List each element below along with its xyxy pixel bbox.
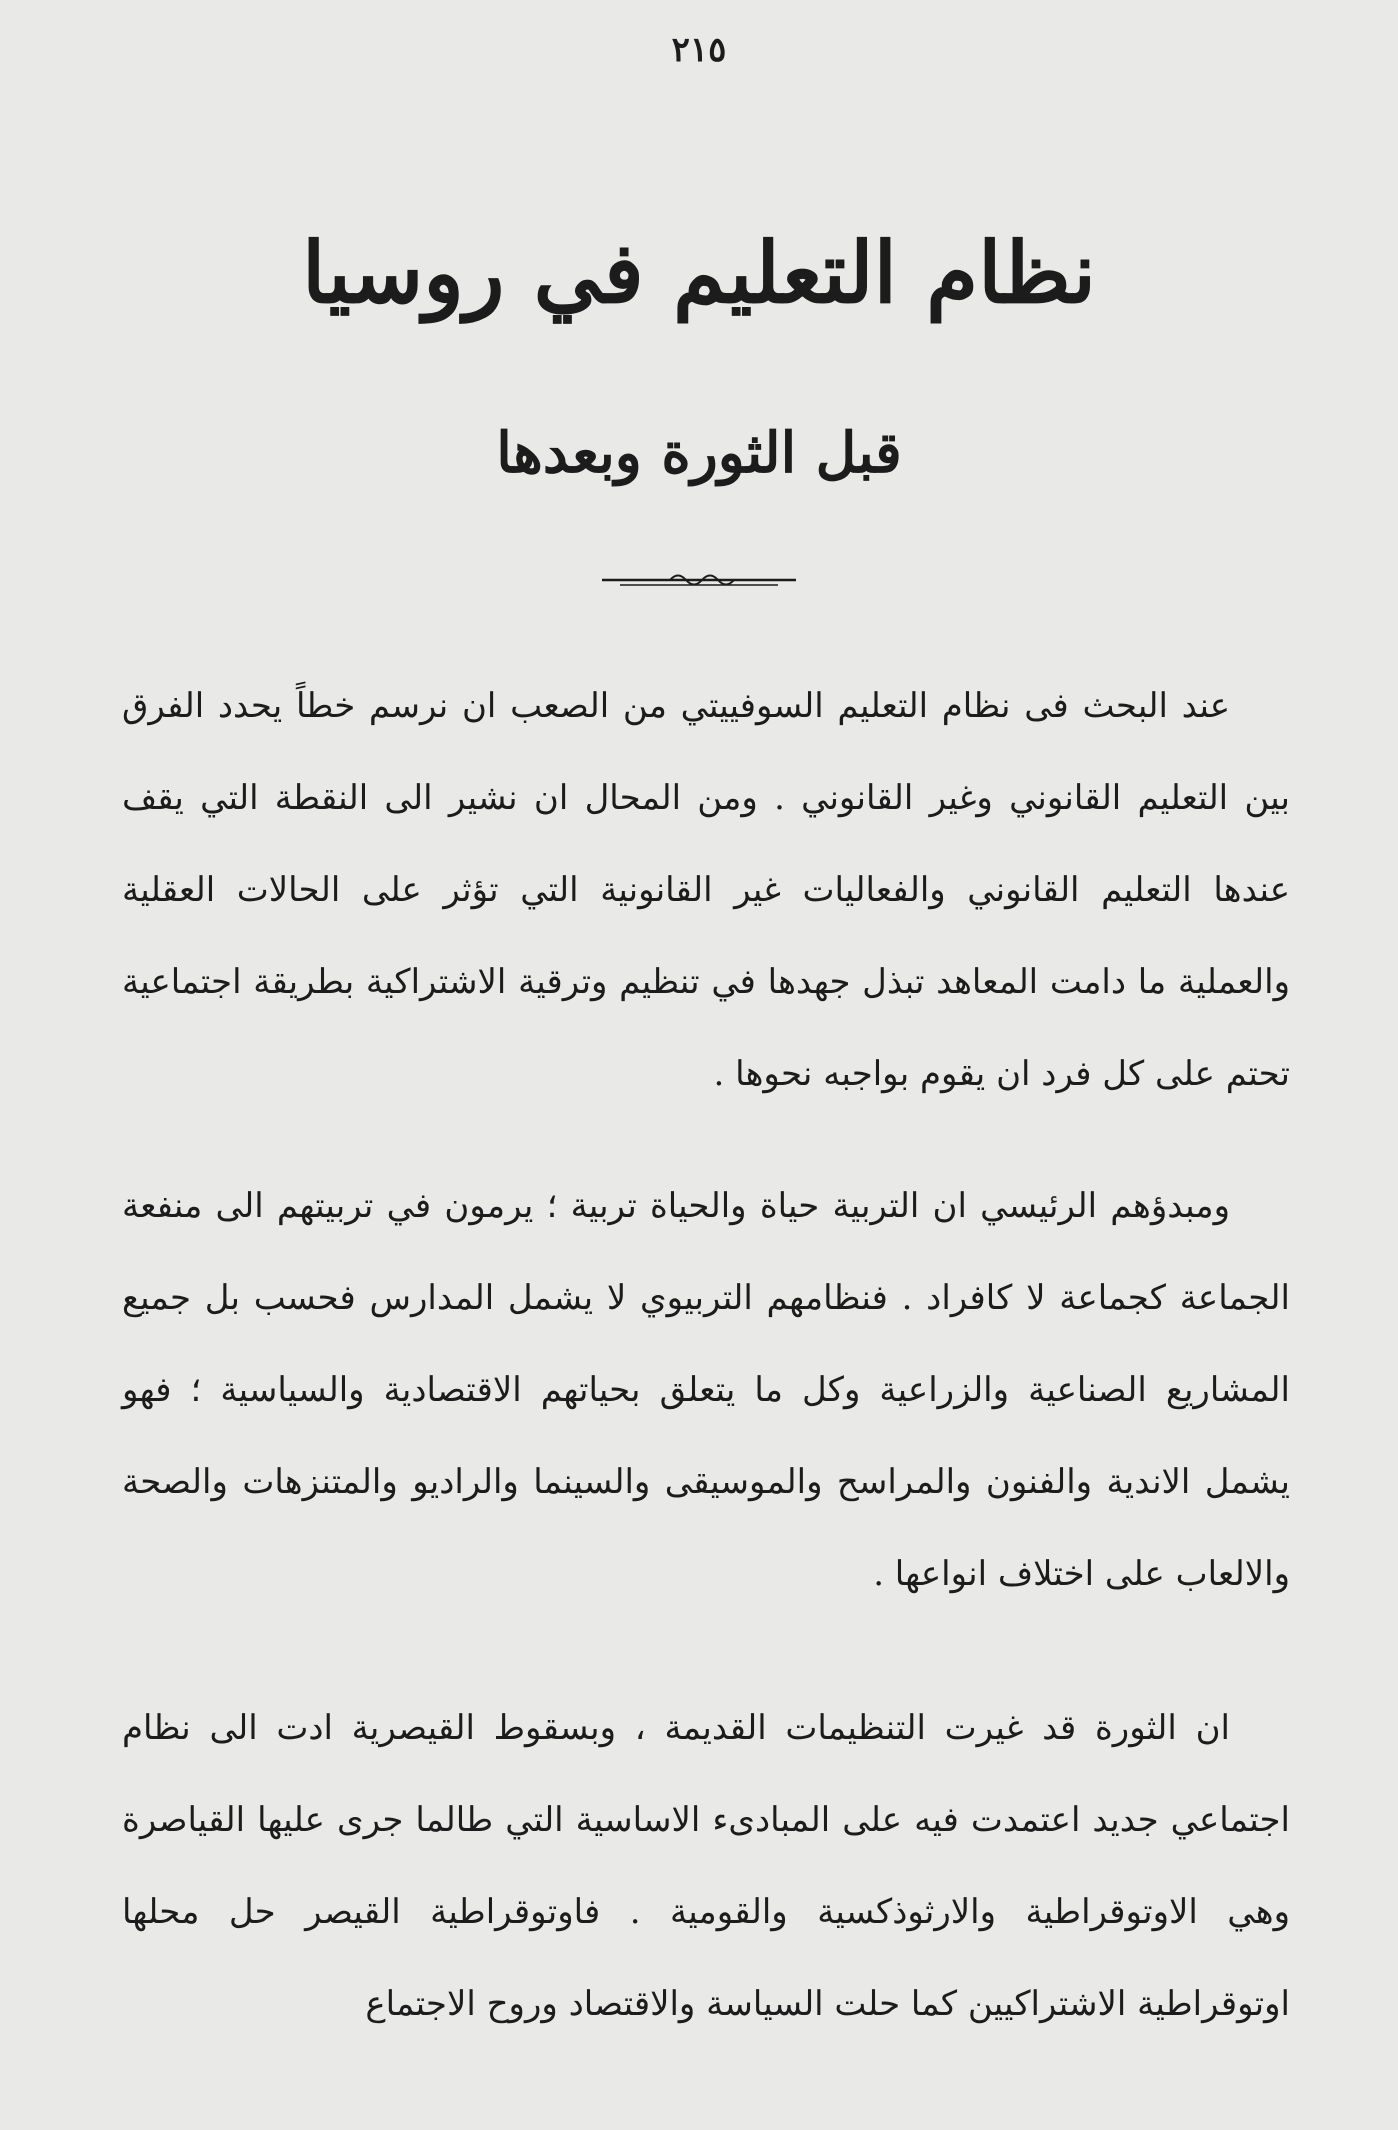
ornament-divider-icon [600,570,798,594]
chapter-title: نظام التعليم في روسيا [301,223,1097,322]
paragraph-text: ومبدؤهم الرئيسي ان التربية حياة والحياة تربية ؛ يرمون في تربيتهم الى منفعة الجماعة كجماعة لا كافراد . فنظامهم التربيوي لا يشمل المدارس فحسب بل جميع المشاريع الصناعية والزراعية وكل ما يتعلق بحياتهم الاقتصادية والسياسية ؛ فهو يشمل الاندية والفنون والمراسح والموسيقى والسينما والراديو والمتنزهات والصحة والالعاب على اختلاف انواعها . [122,1186,1290,1594]
paragraph-text: عند البحث فى نظام التعليم السوفييتي من الصعب ان نرسم خطاً يحدد الفرق بين التعليم القانوني وغير القانوني . ومن المحال ان نشير الى النقطة التي يقف عندها التعليم القانوني والفعاليات غير القانونية التي تؤثر على الحالات العقلية والعملية ما دامت المعاهد تبذل جهدها في تنظيم وترقية الاشتراكية بطريقة اجتماعية تحتم على كل فرد ان يقوم بواجبه نحوها . [122,686,1290,1094]
paragraph-text: ان الثورة قد غيرت التنظيمات القديمة ، وبسقوط القيصرية ادت الى نظام اجتماعي جديد اعتمدت فيه على المبادىء الاساسية التي طالما جرى عليها القياصرة وهي الاوتوقراطية والارثوذكسية والقومية . فاوتوقراطية القيصر حل محلها اوتوقراطية الاشتراكيين كما حلت السياسة والاقتصاد وروح الاجتماع [122,1708,1290,2024]
paragraph-3 [122,1682,1290,2050]
chapter-subtitle: قبل الثورة وبعدها [496,420,902,486]
paragraph-1 [122,660,1290,1120]
page-number: ٢١٥ [671,30,727,70]
paragraph-2 [122,1160,1290,1620]
